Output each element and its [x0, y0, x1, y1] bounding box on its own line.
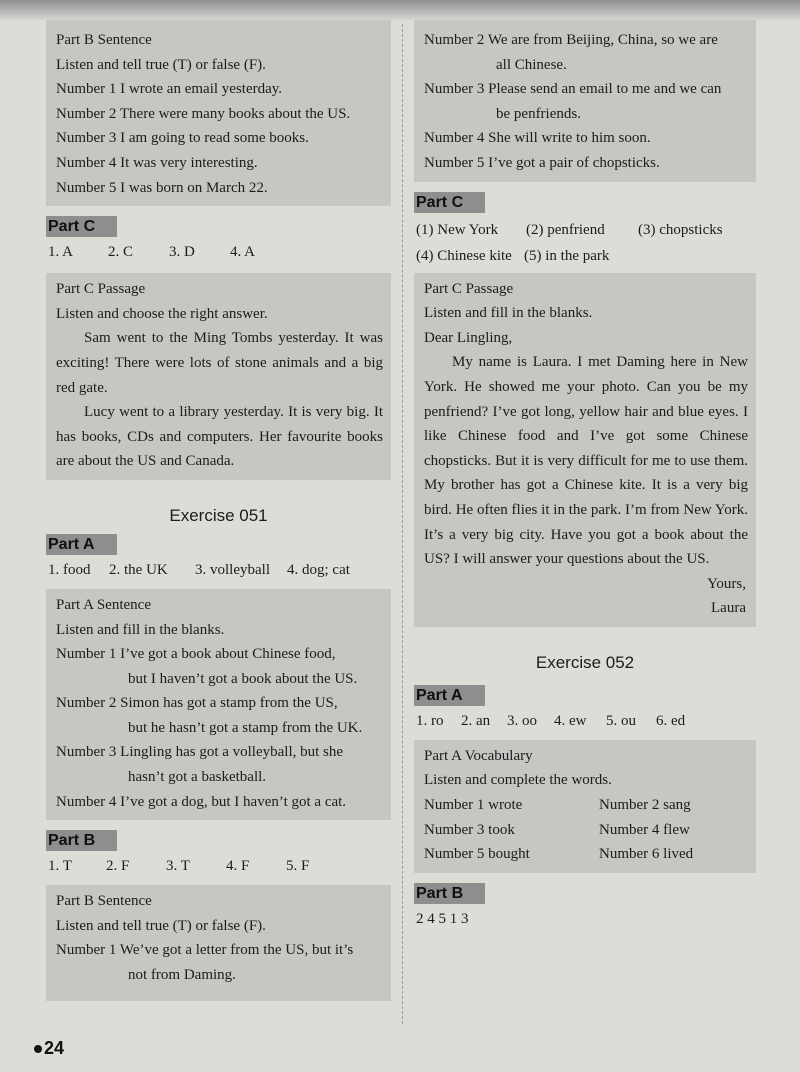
- script-line: Number 3 I am going to read some books.: [56, 130, 309, 147]
- script-title: Part B Sentence: [56, 32, 152, 48]
- answer-row: [414, 904, 756, 938]
- part-label: Part A: [46, 534, 117, 555]
- script-line: Number 4 It was very interesting.: [56, 154, 258, 171]
- part-label: Part C: [414, 192, 485, 213]
- script-instruction: Listen and fill in the blanks.: [424, 305, 593, 322]
- letter-closing: Yours,: [707, 575, 746, 592]
- script-line: all Chinese.: [496, 56, 567, 73]
- script-instruction: Listen and complete the words.: [424, 772, 612, 789]
- answer: 1. A: [48, 244, 74, 261]
- answer: 3. T: [166, 858, 190, 875]
- answer-row: [46, 555, 391, 589]
- script-title: Part A Sentence: [56, 596, 151, 613]
- answer: 1. ro: [416, 712, 444, 729]
- script-line: be penfriends.: [496, 105, 581, 122]
- answer: (2) penfriend: [526, 221, 605, 238]
- part-label: Part C: [46, 216, 117, 237]
- answer: 3. D: [169, 244, 195, 261]
- script-line: Number 5 I’ve got a pair of chopsticks.: [424, 154, 660, 171]
- answer: 2 4 5 1 3: [416, 910, 469, 927]
- page-number-text: 24: [44, 1038, 65, 1058]
- script-line: but I haven’t got a book about the US.: [128, 670, 358, 687]
- script-line: Number 3 Please send an email to me and we can: [424, 81, 722, 98]
- answer-row: [46, 851, 391, 885]
- part-label: Part B: [414, 883, 485, 904]
- script-line: Number 1 I wrote an email yesterday.: [56, 81, 283, 98]
- script-line: Number 1 I’ve got a book about Chinese food,: [56, 646, 336, 663]
- script-line: hasn’t got a basketball.: [128, 769, 267, 786]
- answer-row: [414, 706, 756, 740]
- vocab-item: Number 6 lived: [599, 846, 694, 863]
- script-line: Number 2 There were many books about the US.: [56, 105, 351, 122]
- answer: (3) chopsticks: [638, 221, 723, 238]
- script-title: Part B Sentence: [56, 893, 152, 910]
- answer: (4) Chinese kite: [416, 247, 512, 264]
- answer-block: [414, 213, 756, 273]
- script-instruction: Listen and tell true (T) or false (F).: [56, 56, 266, 73]
- page-top-edge: [0, 0, 800, 20]
- passage-paragraph: Sam went to the Ming Tombs yesterday. It was exciting! There were lots of stone animals and a big red gate.: [56, 330, 383, 396]
- letter-body: My name is Laura. I met Daming here in New York. He showed me your photo. Can you be my penfriend? I’ve got long, yellow hair and blue eyes. I like Chinese food and I’ve got some Chinese chopsticks. But it is very difficult for me to use them. My brother has got a Chinese kite. It is a very big bird. He often flies it in the park. I’m from New York. It’s a very big city. Have you got a book about the US? I will answer your questions about the US.: [424, 354, 748, 568]
- vocab-row: [424, 842, 748, 867]
- vocab-row: [424, 793, 748, 818]
- letter-greeting: Dear Lingling,: [424, 329, 513, 346]
- answer: 3. volleyball: [195, 561, 270, 578]
- answer: 2. F: [106, 858, 130, 875]
- answer: 3. oo: [507, 712, 537, 729]
- script-line: but he hasn’t got a stamp from the UK.: [128, 719, 363, 736]
- vocab-item: Number 3 took: [424, 821, 515, 838]
- right-column: [414, 20, 756, 938]
- vocab-row: [424, 818, 748, 843]
- script-line: Number 2 We are from Beijing, China, so we are: [424, 32, 718, 48]
- exercise-title: Exercise 051: [169, 505, 268, 525]
- listening-script-box: [414, 273, 756, 627]
- script-line: Number 3 Lingling has got a volleyball, but she: [56, 744, 344, 761]
- answer: 4. ew: [554, 712, 587, 729]
- part-label: Part A: [414, 685, 485, 706]
- part-label: Part B: [46, 830, 117, 851]
- answer: 2. an: [461, 712, 491, 729]
- listening-script-box: [46, 885, 391, 1001]
- answer: 1. food: [48, 561, 91, 578]
- script-line: Number 4 She will write to him soon.: [424, 130, 651, 147]
- answer: 4. dog; cat: [287, 561, 350, 578]
- answer: 1. T: [48, 858, 72, 875]
- vocab-item: Number 5 bought: [424, 846, 530, 863]
- script-instruction: Listen and fill in the blanks.: [56, 621, 225, 638]
- script-instruction: Listen and tell true (T) or false (F).: [56, 917, 266, 934]
- answer: 2. the UK: [109, 561, 168, 578]
- answer-row: [416, 217, 756, 243]
- listening-script-box: [414, 740, 756, 873]
- answer: 2. C: [108, 244, 134, 261]
- listening-script-box: [414, 20, 756, 182]
- answer: 5. ou: [606, 712, 636, 729]
- listening-script-box: [46, 20, 391, 206]
- script-title: Part A Vocabulary: [424, 747, 533, 764]
- page-number: [34, 1038, 64, 1059]
- vocab-item: Number 2 sang: [599, 797, 691, 814]
- answer: 4. A: [230, 244, 256, 261]
- vocab-item: Number 4 flew: [599, 821, 690, 838]
- script-line: Number 1 We’ve got a letter from the US, but it’s: [56, 942, 354, 959]
- column-divider: [402, 24, 403, 1024]
- answer: (5) in the park: [524, 247, 610, 264]
- answer: 5. F: [286, 858, 310, 875]
- script-line: Number 5 I was born on March 22.: [56, 179, 268, 196]
- exercise-title: Exercise 052: [535, 652, 635, 672]
- script-line: not from Daming.: [128, 967, 236, 984]
- listening-script-box: [46, 273, 391, 480]
- answer: (1) New York: [416, 221, 499, 238]
- vocab-item: Number 1 wrote: [424, 797, 523, 814]
- answer: 4. F: [226, 858, 250, 875]
- answer-row: [416, 243, 756, 269]
- script-title: Part C Passage: [56, 281, 146, 298]
- passage-paragraph: Lucy went to a library yesterday. It is very big. It has books, CDs and computers. Her favourite books are about the US and Canada.: [56, 404, 383, 470]
- script-line: Number 4 I’ve got a dog, but I haven’t got a cat.: [56, 793, 347, 810]
- answer: 6. ed: [656, 712, 686, 729]
- answer-row: [46, 237, 391, 271]
- script-instruction: Listen and choose the right answer.: [56, 305, 268, 322]
- script-line: Number 2 Simon has got a stamp from the US,: [56, 695, 338, 712]
- letter-signature: Laura: [711, 600, 746, 617]
- script-title: Part C Passage: [424, 280, 514, 297]
- listening-script-box: [46, 589, 391, 820]
- left-column: [46, 20, 391, 1001]
- page-marker-dot: [34, 1045, 42, 1053]
